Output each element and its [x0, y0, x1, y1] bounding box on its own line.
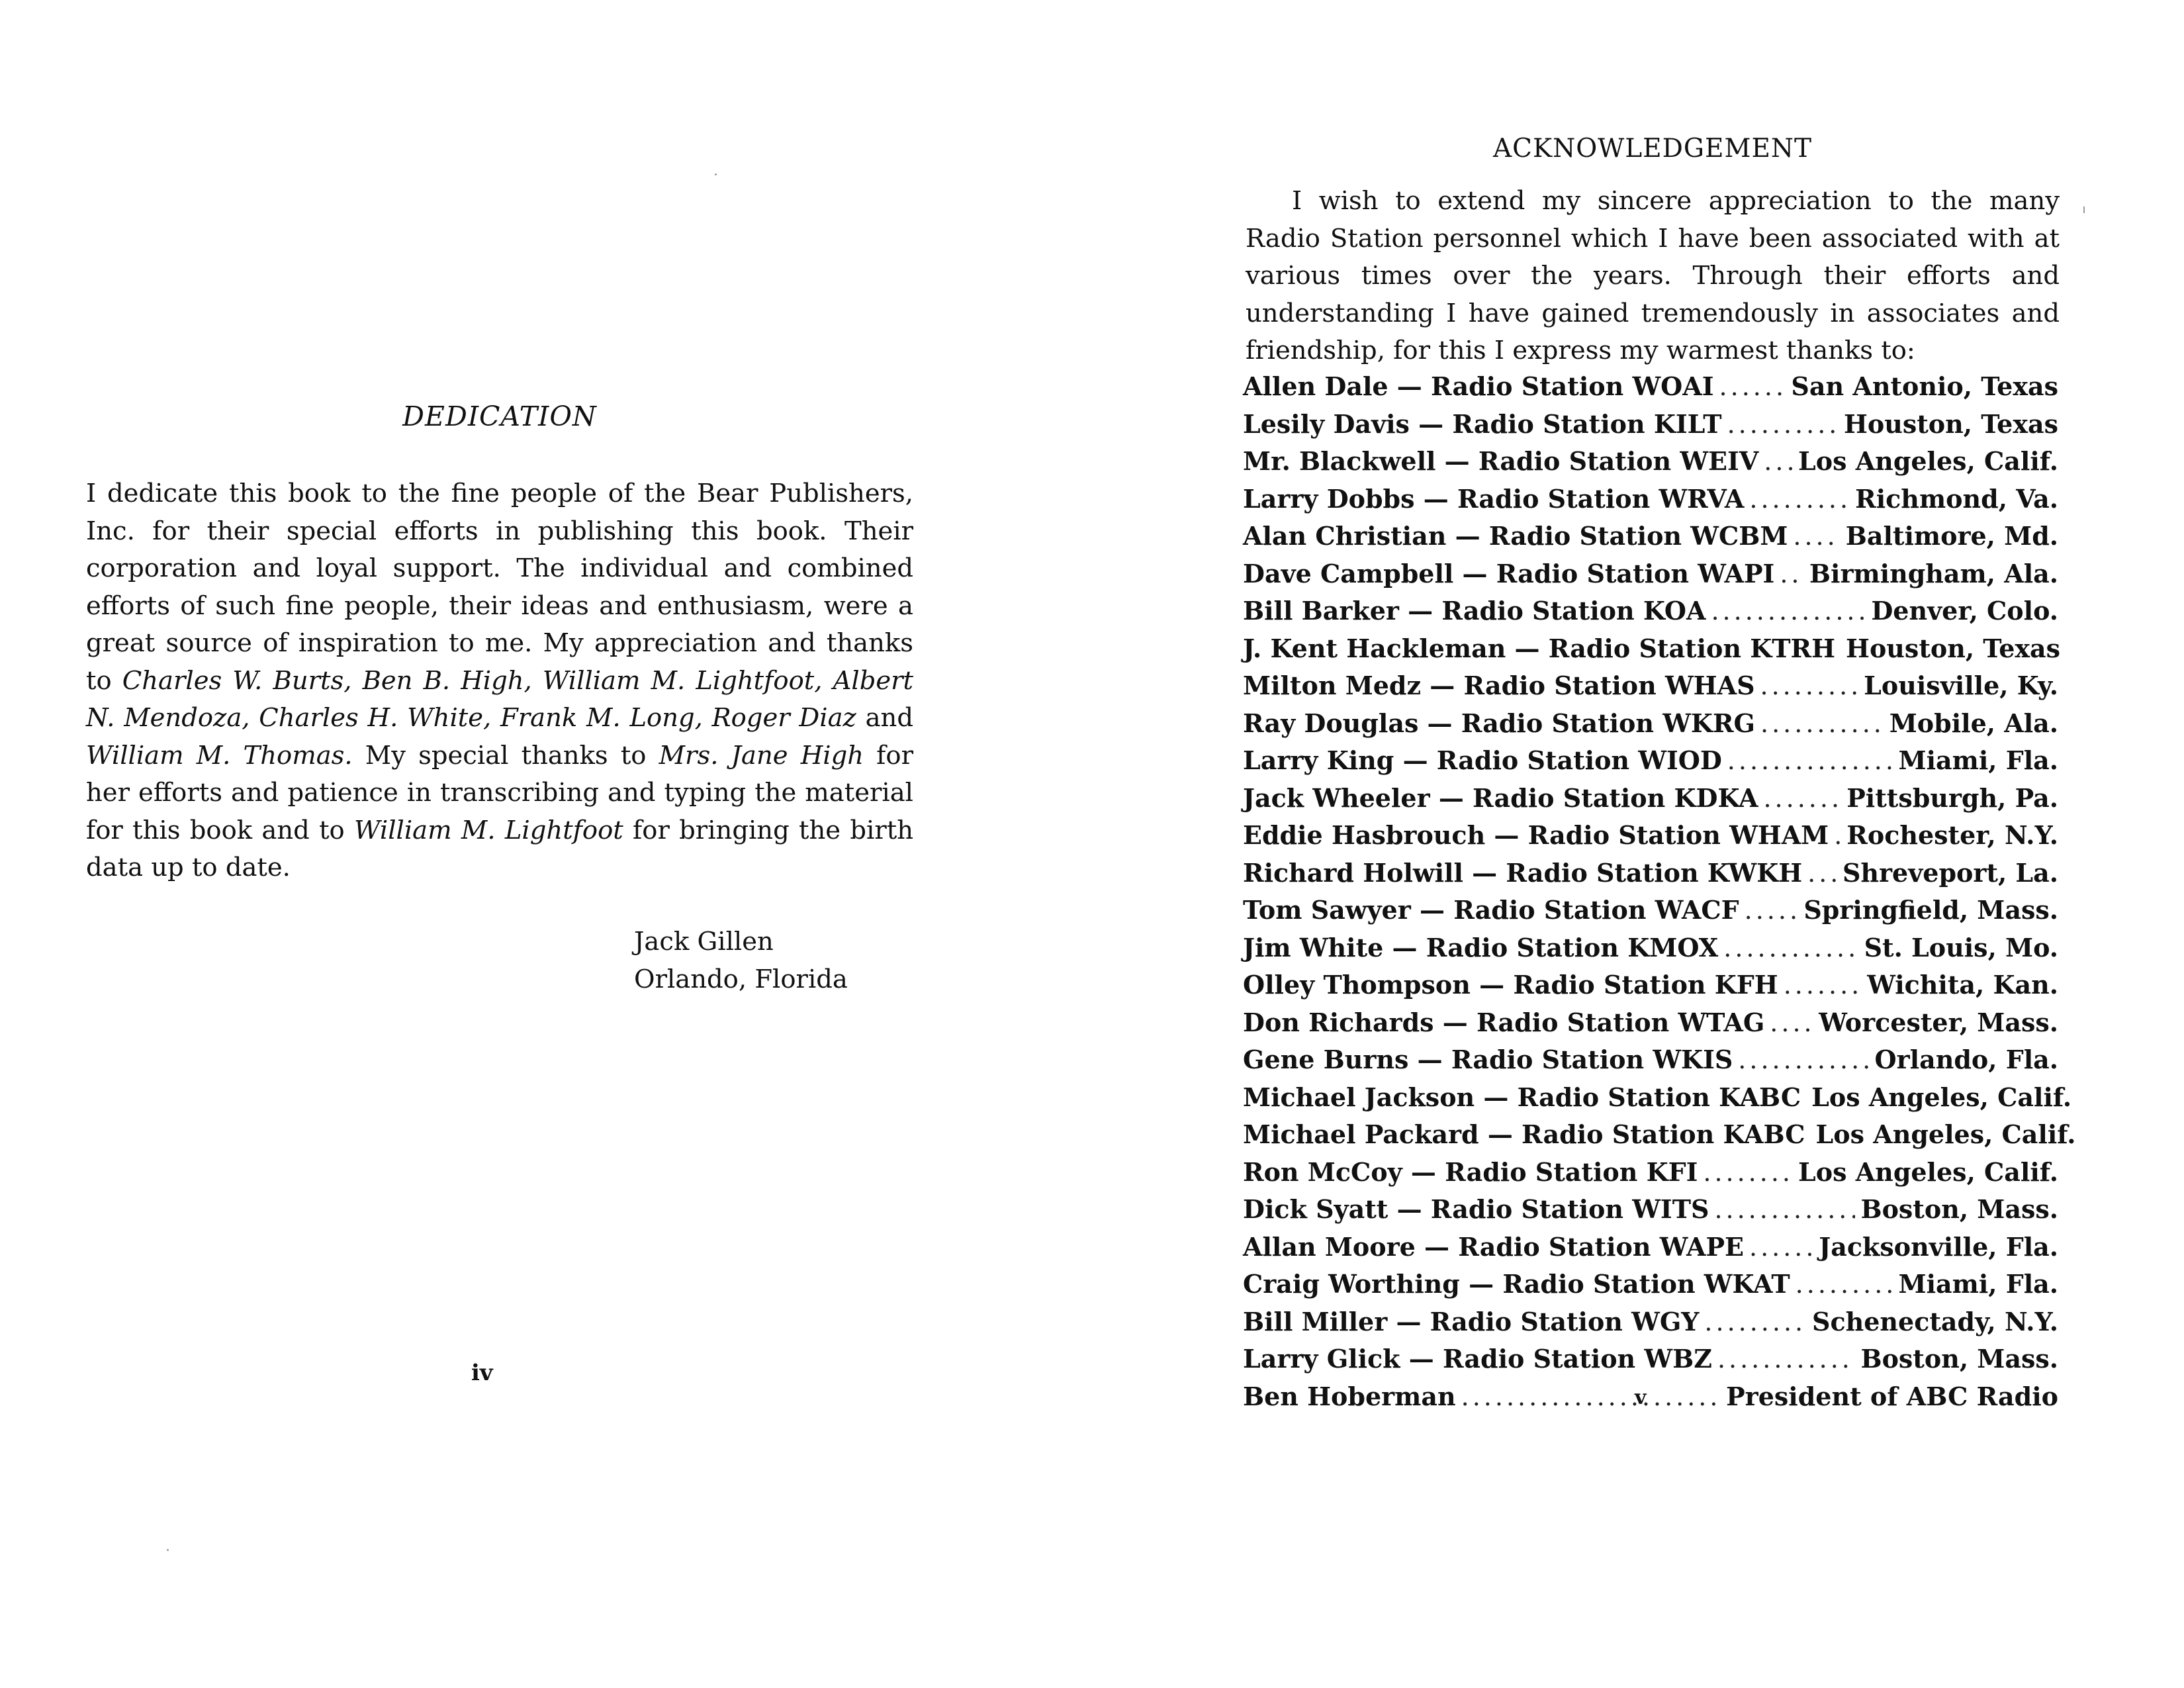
dedication-title: DEDICATION [402, 400, 597, 432]
entry-name: Jim White — Radio Station KMOX [1243, 932, 1719, 962]
dot-leader [1703, 1154, 1793, 1192]
entry-place: Pittsburgh, Pa. [1846, 782, 2058, 813]
acknowledgement-entry [1243, 555, 2058, 593]
dot-leader [1760, 667, 1859, 705]
dot-leader [1461, 1378, 1721, 1416]
dot-leader [1760, 705, 1884, 743]
paper-speck [167, 1549, 169, 1551]
entry-name: Dick Syatt — Radio Station WITS [1243, 1194, 1709, 1224]
entry-name: Mr. Blackwell — Radio Station WEIV [1243, 446, 1759, 476]
paper-speck [2083, 207, 2085, 213]
entry-place: Jacksonville, Fla. [1819, 1231, 2058, 1262]
entry-name: Milton Medz — Radio Station WHAS [1243, 671, 1755, 700]
entry-name: Allen Dale — Radio Station WOAI [1243, 371, 1714, 401]
entry-name: Michael Packard — Radio Station KABC [1243, 1119, 1805, 1149]
entry-place: Birmingham, Ala. [1809, 558, 2058, 588]
dedication-name-segment: William M. Lightfoot [354, 815, 623, 845]
entry-place: Mobile, Ala. [1889, 708, 2058, 738]
entry-place: Houston, Texas [1843, 408, 2058, 439]
entry-place: Boston, Mass. [1860, 1194, 2058, 1224]
dot-leader [1793, 518, 1840, 555]
entry-name: Tom Sawyer — Radio Station WACF [1243, 895, 1739, 925]
acknowledgement-entry [1243, 630, 2061, 668]
entry-place: Orlando, Fla. [1874, 1045, 2058, 1074]
page-number-right: v [1635, 1386, 1647, 1409]
entry-name: Craig Worthing — Radio Station WKAT [1243, 1269, 1790, 1299]
dedication-text-segment: for bringing the birth data up to date. [86, 815, 913, 882]
entry-place: Los Angeles, Calif. [1798, 1156, 2058, 1187]
acknowledgement-entry [1243, 1079, 2072, 1117]
dot-leader [1714, 1191, 1855, 1229]
dot-leader [1796, 1266, 1893, 1303]
acknowledgement-entry [1243, 368, 2058, 406]
dedication-name-segment: William M. Thomas. [86, 740, 353, 771]
entry-place: Denver, Colo. [1871, 596, 2058, 626]
signature-block [634, 923, 848, 998]
acknowledgement-entry [1243, 1154, 2058, 1192]
dot-leader [1764, 443, 1793, 481]
entry-place: Richmond, Va. [1855, 483, 2058, 514]
entry-name: Larry Dobbs — Radio Station WRVA [1243, 483, 1745, 514]
dot-leader [1704, 1303, 1807, 1341]
entry-name: Richard Holwill — Radio Station KWKH [1243, 857, 1803, 888]
entry-name: Jack Wheeler — Radio Station KDKA [1243, 782, 1758, 813]
acknowledgement-entry [1243, 481, 2058, 518]
signature-name: Jack Gillen [634, 927, 774, 957]
acknowledgement-entry [1243, 780, 2058, 818]
dot-leader [1763, 780, 1841, 818]
entry-name: Bill Barker — Radio Station KOA [1243, 596, 1706, 626]
acknowledgement-entry [1243, 855, 2058, 892]
acknowledgement-entry [1243, 742, 2058, 780]
acknowledgement-entry [1243, 1266, 2058, 1303]
entry-place: Rochester, N.Y. [1846, 820, 2058, 850]
paper-speck [715, 173, 717, 175]
entry-place: Springfield, Mass. [1803, 895, 2058, 925]
dot-leader [1727, 406, 1839, 444]
dot-leader [1770, 1004, 1813, 1042]
dedication-name-segment: Mrs. Jane High [659, 740, 864, 771]
entry-name: Alan Christian — Radio Station WCBM [1243, 521, 1788, 551]
entry-place: Los Angeles, Calif. [1798, 446, 2058, 476]
acknowledgement-entry [1243, 1116, 2076, 1154]
acknowledgement-entry [1243, 1229, 2058, 1266]
entry-place: Shreveport, La. [1842, 857, 2058, 888]
entry-name: Olley Thompson — Radio Station KFH [1243, 970, 1778, 1000]
acknowledgement-entry [1243, 817, 2058, 855]
entry-name: Ben Hoberman [1243, 1381, 1456, 1411]
entry-name: Lesily Davis — Radio Station KILT [1243, 408, 1722, 439]
entry-place: Schenectady, N.Y. [1812, 1306, 2058, 1336]
entry-name: Bill Miller — Radio Station WGY [1243, 1306, 1700, 1336]
acknowledgement-entry [1243, 406, 2058, 444]
entry-name: Allan Moore — Radio Station WAPE [1243, 1231, 1744, 1262]
acknowledgement-entry [1243, 518, 2058, 555]
entry-name: Ron McCoy — Radio Station KFI [1243, 1156, 1698, 1187]
acknowledgement-title: ACKNOWLEDGEMENT [1492, 134, 1813, 164]
dot-leader [1749, 481, 1850, 518]
entry-place: Los Angeles, Calif. [1815, 1119, 2076, 1149]
acknowledgement-entry [1243, 929, 2058, 967]
entry-place: San Antonio, Texas [1791, 371, 2058, 401]
dot-leader [1780, 555, 1804, 593]
signature-place: Orlando, Florida [634, 964, 848, 994]
entry-place: St. Louis, Mo. [1864, 932, 2058, 962]
entry-place: Baltimore, Md. [1845, 521, 2058, 551]
entry-name: Ray Douglas — Radio Station WKRG [1243, 708, 1755, 738]
dot-leader [1745, 892, 1799, 929]
acknowledgement-entry [1243, 1191, 2058, 1229]
entry-name: Michael Jackson — Radio Station KABC [1243, 1082, 1801, 1112]
dot-leader [1784, 966, 1862, 1004]
dot-leader [1807, 855, 1837, 892]
acknowledgement-entry [1243, 966, 2058, 1004]
entry-place: Houston, Texas [1846, 633, 2061, 663]
acknowledgement-entry [1243, 667, 2058, 705]
dot-leader [1711, 592, 1866, 630]
acknowledgement-entry [1243, 443, 2058, 481]
entry-place: Louisville, Ky. [1864, 671, 2058, 700]
entry-place: Los Angeles, Calif. [1811, 1082, 2072, 1112]
dot-leader [1717, 1340, 1856, 1378]
entry-place: Wichita, Kan. [1867, 970, 2058, 1000]
acknowledgement-entry [1243, 892, 2058, 929]
dot-leader [1749, 1229, 1813, 1266]
dot-leader [1738, 1041, 1869, 1079]
entry-place: Miami, Fla. [1898, 745, 2058, 775]
entry-name: Eddie Hasbrouch — Radio Station WHAM [1243, 820, 1829, 850]
dedication-text-segment: My special thanks to [352, 740, 659, 771]
dedication-text-segment: I dedicate this book to the fine people of the Bear Publishers, Inc. for their special efforts in publishing this book. Their corporation and loyal support. The individual and combined efforts of such fine people, their ideas and enthusiasm, were a great source of inspiration to me. My appreciation and thanks to [86, 479, 913, 696]
acknowledgement-entry [1243, 1340, 2058, 1378]
dedication-body [86, 475, 913, 887]
entry-name: Gene Burns — Radio Station WKIS [1243, 1045, 1733, 1074]
entry-name: Don Richards — Radio Station WTAG [1243, 1007, 1765, 1037]
acknowledgement-entry [1243, 592, 2058, 630]
dot-leader [1834, 817, 1841, 855]
dot-leader [1723, 929, 1858, 967]
dedication-name-segment: Charles W. Burts, Ben B. High, William M. Lightfoot, Albert N. Mendoza, Charles H. White, Frank M. Long, Roger Diaz [86, 665, 913, 733]
acknowledgement-entry [1243, 705, 2058, 743]
entry-name: J. Kent Hackleman — Radio Station KTRH [1243, 633, 1836, 663]
acknowledgement-entry [1243, 1004, 2058, 1042]
acknowledgement-entry [1243, 1041, 2058, 1079]
entry-name: Larry King — Radio Station WIOD [1243, 745, 1722, 775]
entry-name: Dave Campbell — Radio Station WAPI [1243, 558, 1775, 588]
entry-place: Miami, Fla. [1898, 1269, 2058, 1299]
dedication-text-segment: and [856, 703, 913, 733]
acknowledgement-list [1243, 368, 2076, 1415]
dot-leader [1727, 742, 1893, 780]
page-number-left: iv [471, 1360, 493, 1386]
entry-place: President of ABC Radio [1726, 1381, 2058, 1411]
acknowledgement-intro: I wish to extend my sincere appreciation to the many Radio Station personnel which I have been associated with at various times over the years. Through their efforts and understanding I have gained tremendously in associates and friendship, for this I express my warmest thanks to: [1246, 186, 2060, 365]
entry-place: Boston, Mass. [1860, 1344, 2058, 1374]
entry-place: Worcester, Mass. [1819, 1007, 2058, 1037]
dedication-text-segment: for her efforts and patience in transcribing and typing the material for this book and to [86, 740, 914, 845]
acknowledgement-entry [1243, 1378, 2058, 1416]
acknowledgement-entry [1243, 1303, 2058, 1341]
entry-name: Larry Glick — Radio Station WBZ [1243, 1344, 1712, 1374]
dot-leader [1719, 368, 1786, 406]
